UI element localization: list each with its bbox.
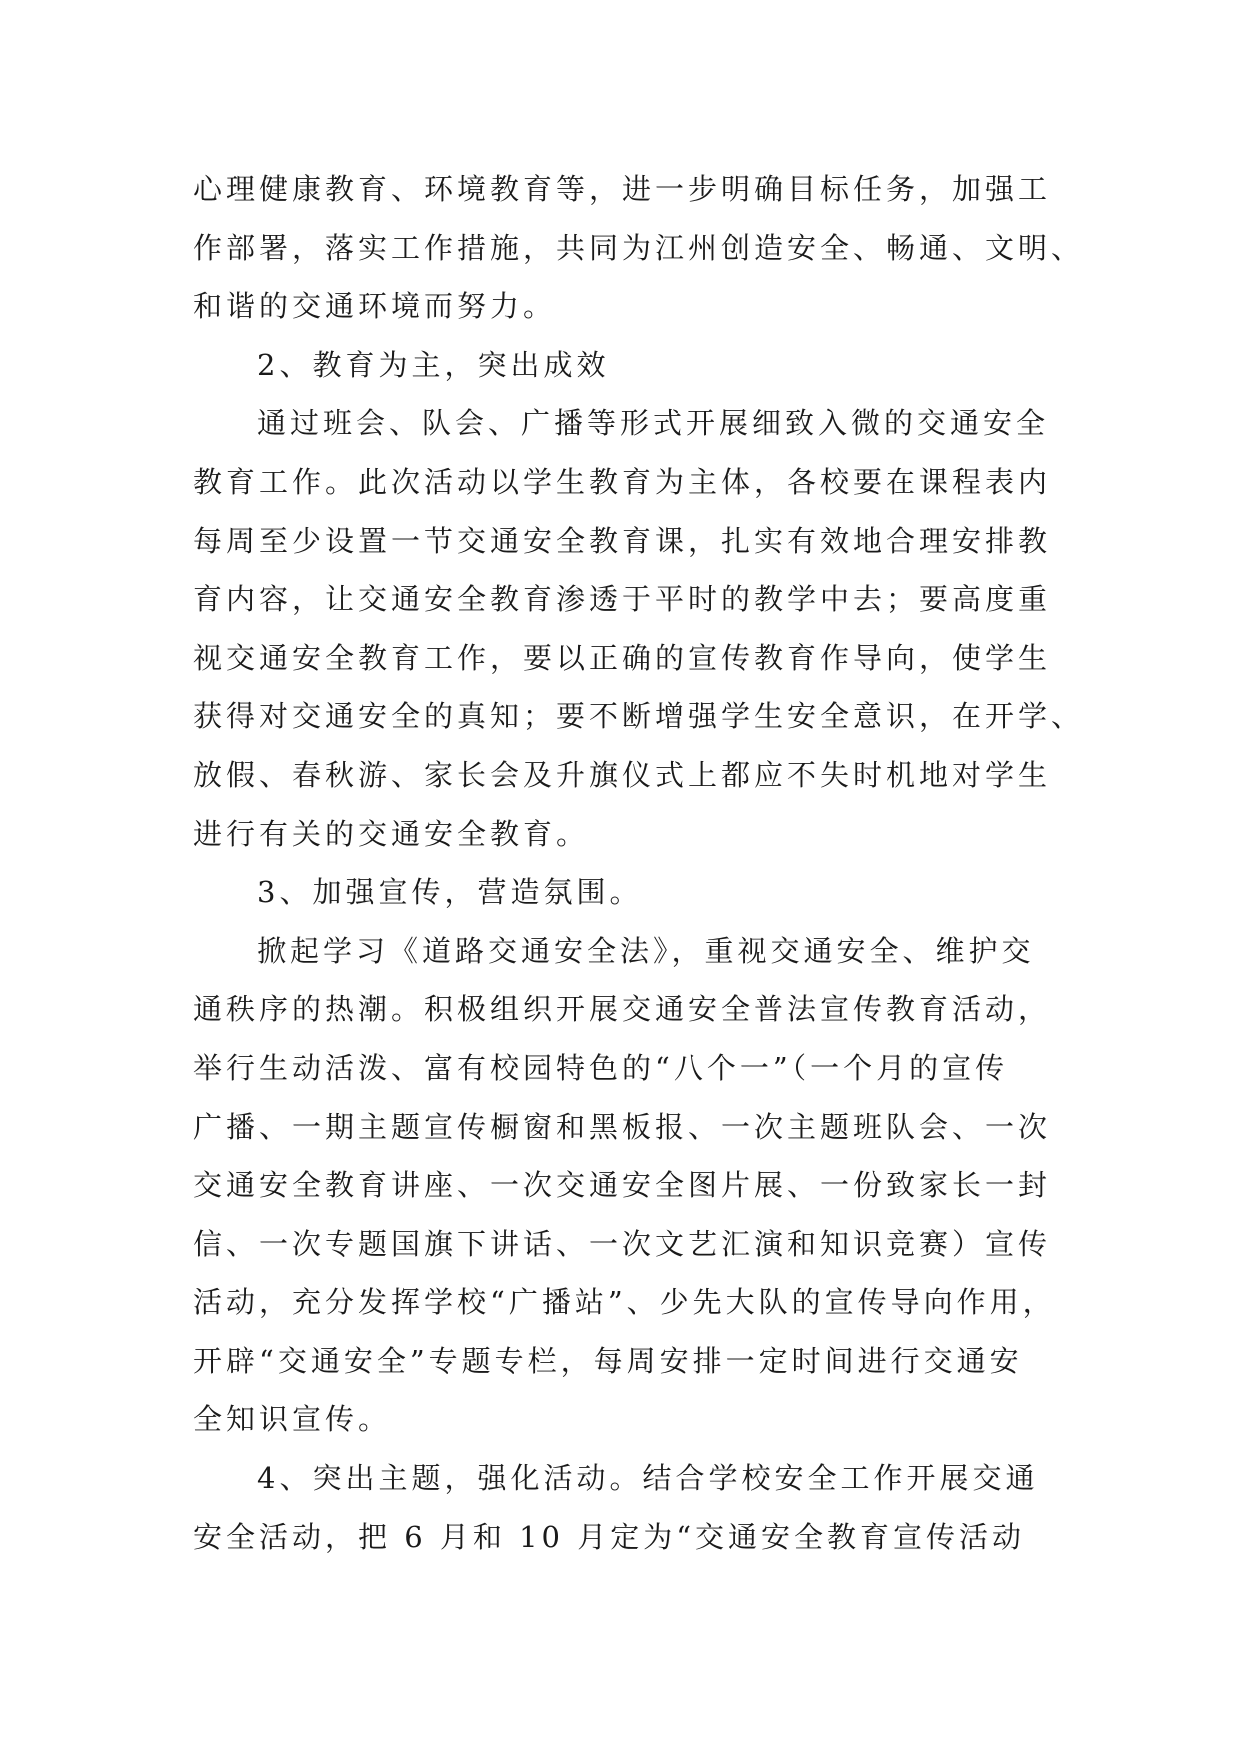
body-text <box>193 160 1085 1566</box>
text-line: 心理健康教育、环境教育等，进一步明确目标任务，加强工 <box>193 172 1052 206</box>
text-line: 开辟“交通安全”专题专栏，每周安排一定时间进行交通安 <box>193 1343 1023 1378</box>
text-line: 放假、春秋游、家长会及升旗仪式上都应不失时机地对学生 <box>193 757 1052 792</box>
text-line: 掀起学习《道路交通安全法》，重视交通安全、维护交 <box>257 933 1035 968</box>
text-line: 作部署，落实工作措施，共同为江州创造安全、畅通、文明、 <box>193 230 1085 265</box>
text-line: 每周至少设置一节交通安全教育课，扎实有效地合理安排教 <box>193 523 1052 558</box>
text-line: 交通安全教育讲座、一次交通安全图片展、一份致家长一封 <box>193 1168 1052 1203</box>
text-line: 教育工作。此次活动以学生教育为主体，各校要在课程表内 <box>193 464 1052 499</box>
text-line: 信、一次专题国旗下讲话、一次文艺汇演和知识竞赛）宣传 <box>193 1226 1052 1261</box>
section-heading-3: 3、加强宣传，营造氛围。 <box>257 875 643 910</box>
section-heading-2: 2、教育为主，突出成效 <box>257 347 610 382</box>
text-line: 获得对交通安全的真知；要不断增强学生安全意识，在开学、 <box>193 699 1085 734</box>
text-line: 视交通安全教育工作，要以正确的宣传教育作导向，使学生 <box>193 640 1052 675</box>
text-line: 通秩序的热潮。积极组织开展交通安全普法宣传教育活动， <box>193 992 1052 1027</box>
section-heading-4: 4、突出主题，强化活动。结合学校安全工作开展交通 <box>257 1461 1039 1496</box>
text-line: 和谐的交通环境而努力。 <box>193 289 557 324</box>
text-line: 通过班会、队会、广播等形式开展细致入微的交通安全 <box>257 406 1050 441</box>
text-line: 广播、一期主题宣传橱窗和黑板报、一次主题班队会、一次 <box>193 1109 1052 1144</box>
text-line: 举行生动活泼、富有校园特色的“八个一”（一个月的宣传 <box>193 1050 1009 1085</box>
text-line: 安全活动，把 6 月和 10 月定为“交通安全教育宣传活动 <box>193 1519 1026 1554</box>
text-line: 进行有关的交通安全教育。 <box>193 816 590 851</box>
text-line: 活动，充分发挥学校“广播站”、少先大队的宣传导向作用， <box>193 1285 1056 1320</box>
text-line: 育内容，让交通安全教育渗透于平时的教学中去；要高度重 <box>193 582 1052 617</box>
text-line: 全知识宣传。 <box>193 1402 392 1437</box>
